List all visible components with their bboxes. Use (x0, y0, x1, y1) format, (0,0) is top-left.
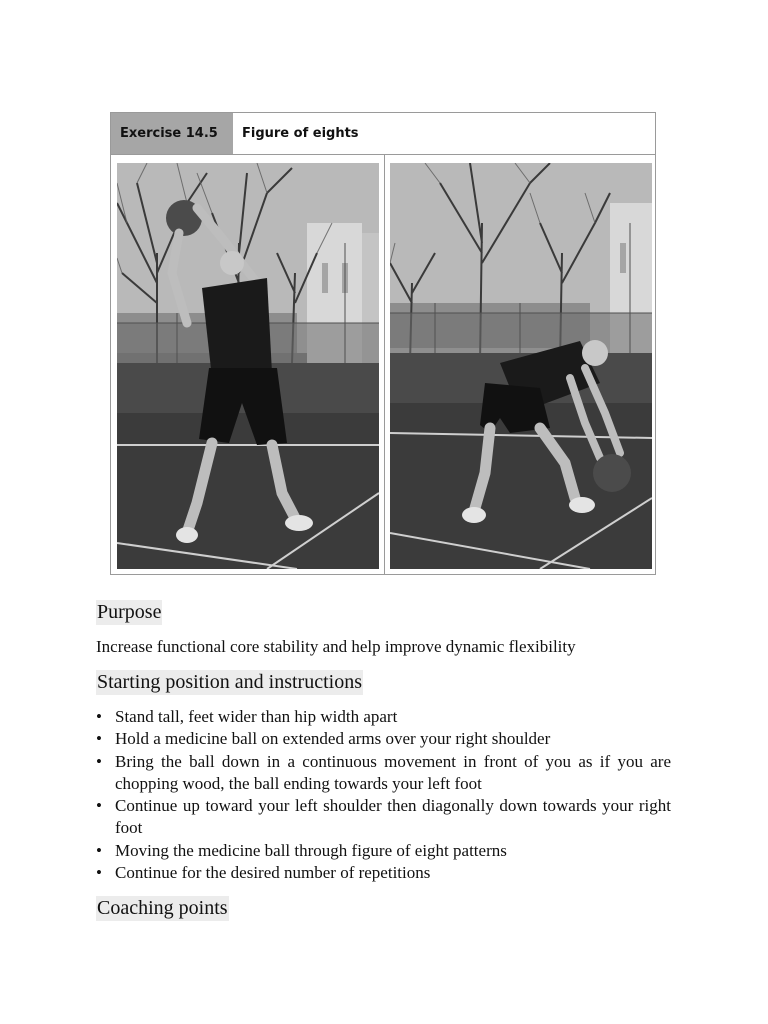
instructions-list (96, 706, 671, 884)
bullet-icon: • (96, 796, 102, 816)
coaching-heading: Coaching points (97, 897, 228, 919)
exercise-header (111, 113, 655, 155)
list-item-text: Continue up toward your left shoulder then diagonally down towards your right foot (115, 796, 671, 838)
list-item-text: Moving the medicine ball through figure of eight patterns (115, 840, 507, 860)
list-item (96, 706, 671, 728)
photo-ball-overhead (117, 163, 379, 569)
bullet-icon: • (96, 729, 102, 749)
bullet-icon: • (96, 840, 102, 860)
bullet-icon: • (96, 707, 102, 726)
exercise-title: Figure of eights (242, 126, 359, 141)
list-item (96, 751, 671, 796)
list-item-text: Stand tall, feet wider than hip width apart (115, 707, 398, 726)
exercise-figure (110, 112, 656, 575)
photo-ball-low (390, 163, 652, 569)
bullet-icon: • (96, 863, 102, 883)
list-item (96, 840, 671, 862)
bullet-icon: • (96, 751, 102, 771)
list-item-text: Hold a medicine ball on extended arms over your right shoulder (115, 729, 551, 749)
purpose-heading: Purpose (97, 601, 162, 623)
purpose-text: Increase functional core stability and help improve dynamic flexibility (96, 637, 576, 656)
list-item (96, 728, 671, 750)
list-item-text: Continue for the desired number of repetitions (115, 863, 431, 883)
list-item (96, 862, 671, 884)
list-item (96, 795, 671, 840)
exercise-number: Exercise 14.5 (111, 113, 233, 154)
list-item-text: Bring the ball down in a continuous movement in front of you as if you are chopping wood, the ball ending towards your left foot (115, 751, 671, 793)
instructions-heading: Starting position and instructions (97, 671, 362, 693)
photo-divider (384, 155, 385, 575)
